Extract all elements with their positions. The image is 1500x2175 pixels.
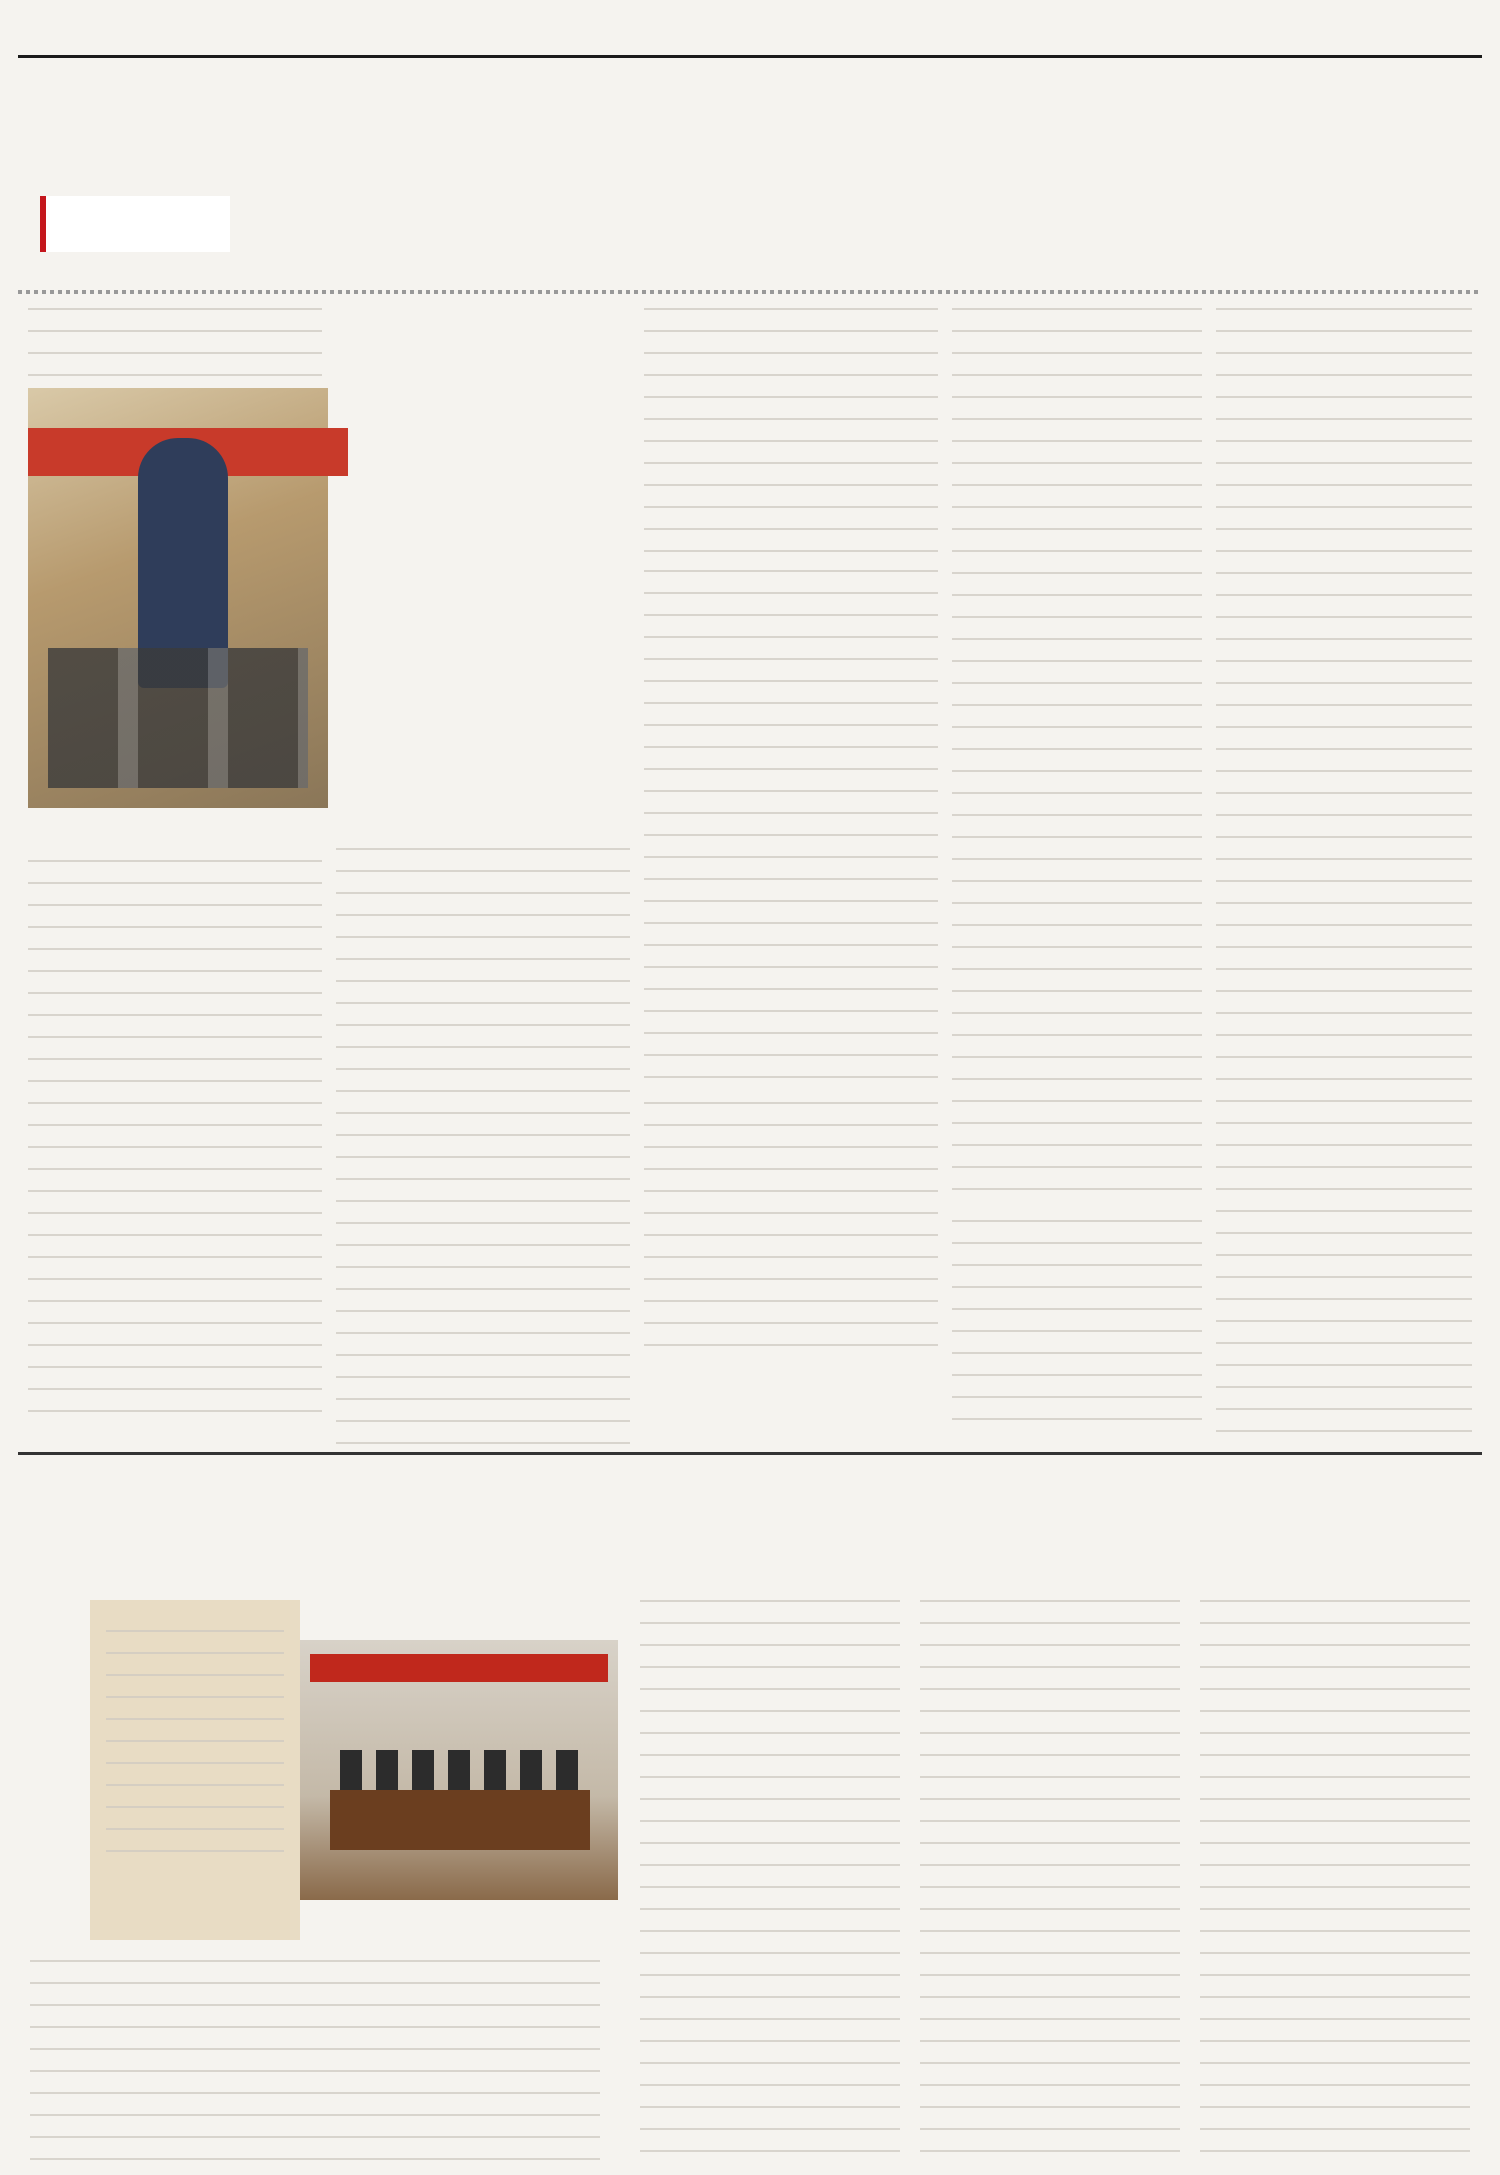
photo-meeting-table — [330, 1790, 590, 1850]
story1-body — [18, 290, 1482, 1448]
col-1-text — [28, 860, 322, 1420]
col-4-text-a — [952, 308, 1202, 1208]
story1-subhead-2 — [644, 558, 938, 570]
column-badge — [40, 196, 230, 252]
story2-col-1-text — [30, 1960, 600, 2160]
col-3-text-c — [644, 1102, 938, 1362]
story1-col-2 — [336, 848, 630, 1448]
story1-subhead-1 — [28, 848, 322, 860]
story2-col-4-text — [1200, 1600, 1470, 2160]
story1-col-3 — [644, 308, 938, 1448]
story2-col-3-text — [920, 1600, 1180, 2160]
section-divider — [18, 1452, 1482, 1455]
story1-subhead-4 — [952, 1208, 1202, 1220]
story1-col-4 — [952, 308, 1202, 1448]
col-4-text-b — [952, 1220, 1202, 1420]
masthead — [18, 10, 1482, 58]
photo-wheelchairs — [48, 648, 308, 788]
story1-col-5 — [1216, 308, 1472, 1448]
col-3-text-b — [644, 570, 938, 1090]
story1-top-rule — [18, 290, 1482, 294]
story2-photo — [300, 1640, 618, 1900]
story1-columns — [18, 308, 1482, 1448]
story1-col-1 — [28, 848, 322, 1448]
story1-lead-block — [28, 308, 322, 378]
story2-pullquote-panel — [90, 1600, 300, 1940]
story2-col-2-text — [640, 1600, 900, 2160]
col-2-text — [336, 848, 630, 1448]
photo-banner — [310, 1654, 608, 1682]
pullquote-text — [106, 1630, 284, 1860]
col-3-text-a — [644, 308, 938, 558]
story1-photo — [28, 388, 328, 808]
story1-subhead-3 — [644, 1090, 938, 1102]
